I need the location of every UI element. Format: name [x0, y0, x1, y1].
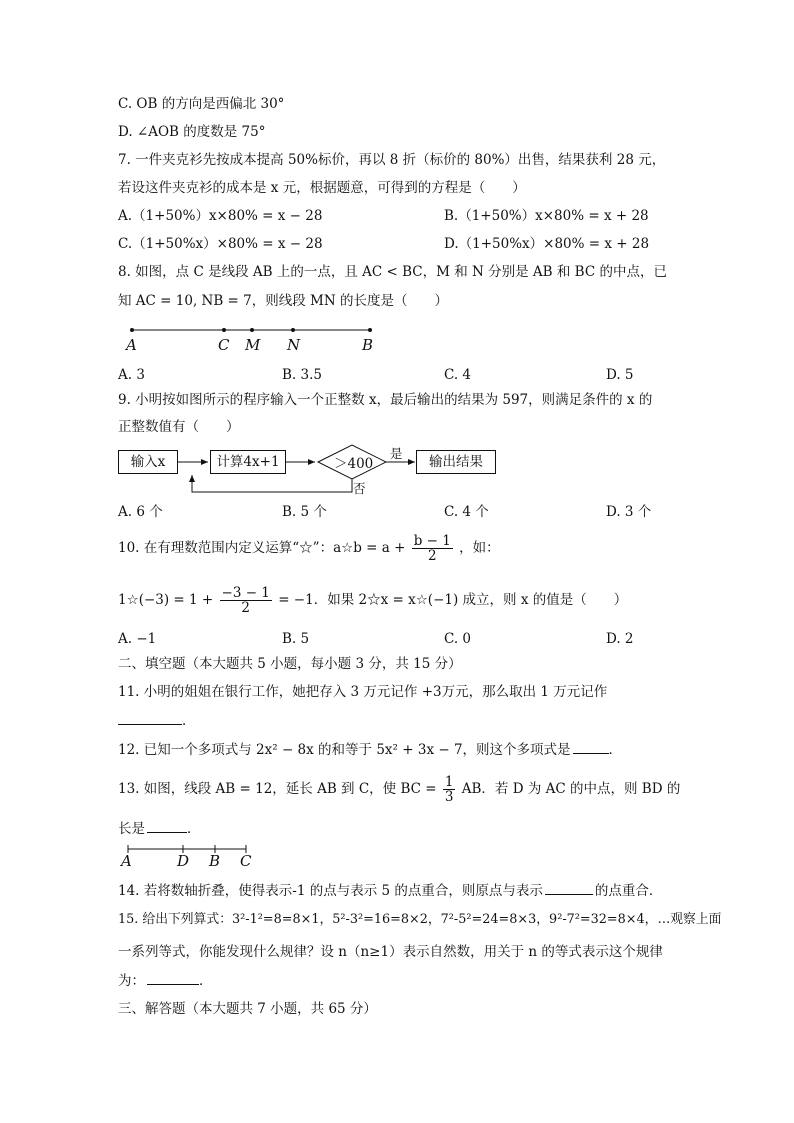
- q9-stem-line1: 9. 小明按如图所示的程序输入一个正整数 x，最后输出的结果为 597，则满足条件的 x 的: [118, 392, 653, 408]
- label-m: M: [245, 336, 261, 354]
- label-c: C: [218, 336, 230, 354]
- label-c: C: [240, 852, 252, 870]
- answer-blank[interactable]: [147, 820, 187, 833]
- q11-stem-line2: [118, 712, 196, 730]
- q13-fraction: [443, 775, 456, 804]
- fraction-denominator: 2: [241, 600, 250, 616]
- q8-option-c: C. 4: [444, 367, 472, 383]
- point-b: [368, 328, 372, 332]
- answer-blank[interactable]: [147, 972, 199, 985]
- q10-option-b: B. 5: [282, 631, 310, 647]
- q13-text-cont: AB．若 D 为 AC 的中点，则 BD 的: [461, 781, 681, 797]
- q10-option-d: D. 2: [606, 631, 634, 647]
- q10-stem-line2: [118, 584, 627, 616]
- fraction-denominator: 2: [427, 548, 437, 564]
- section-2-heading: 二、填空题（本大题共 5 小题，每小题 3 分，共 15 分）: [118, 656, 462, 672]
- q8-option-b: B. 3.5: [282, 367, 322, 383]
- q13-text: 13. 如图，线段 AB = 12，延长 AB 到 C，使 BC =: [118, 781, 437, 797]
- q8-stem-line1: 8. 如图，点 C 是线段 AB 上的一点，且 AC < BC，M 和 N 分别是 AB 和 BC 的中点，已: [118, 264, 667, 280]
- q8-option-d: D. 5: [606, 367, 634, 383]
- q8-option-a: A. 3: [118, 367, 145, 383]
- label-n: N: [287, 336, 301, 354]
- fraction-numerator: b − 1: [413, 533, 451, 549]
- q14-end: 的点重合．: [594, 883, 663, 899]
- q7-stem-line2: 若设这件夹克衫的成本是 x 元，根据题意，可得到的方程是（ ）: [118, 180, 526, 196]
- q15-end: ．: [199, 973, 213, 989]
- q12-stem: [118, 741, 622, 759]
- q9-option-c: C. 4 个: [444, 504, 489, 520]
- q7-option-d: D.（1+50%x）×80% = x + 28: [444, 236, 650, 252]
- fraction-numerator: −3 − 1: [221, 585, 270, 601]
- q9-option-d: D. 3 个: [606, 504, 652, 520]
- q13-line2-text: 长是: [118, 821, 145, 837]
- q10-line1-end: ，如：: [459, 540, 500, 556]
- q10-definition-fraction: [412, 534, 453, 563]
- label-b: B: [209, 852, 221, 870]
- flow-output-box: 输出结果: [416, 450, 496, 474]
- label-d: D: [177, 852, 190, 870]
- q10-line1-text: 10. 在有理数范围内定义运算“☆”：a☆b = a +: [118, 540, 406, 556]
- point-a: [130, 328, 134, 332]
- q10-option-c: C. 0: [444, 631, 472, 647]
- flow-input-box: 输入x: [118, 450, 178, 474]
- answer-blank[interactable]: [573, 741, 609, 754]
- q6-option-d: D. ∠AOB 的度数是 75°: [118, 124, 266, 140]
- point-c: [222, 328, 226, 332]
- arrow-loop-back: [192, 475, 352, 492]
- fraction-denominator: 3: [444, 789, 454, 805]
- flow-yes-label: 是: [390, 446, 403, 461]
- q11-stem-line1: 11. 小明的姐姐在银行工作，她把存入 3 万元记作 +3万元，那么取出 1 万元记作: [118, 684, 608, 700]
- q15-line3-text: 为：: [118, 973, 145, 989]
- point-m: [250, 328, 254, 332]
- flow-no-label: 否: [353, 481, 366, 496]
- q13-stem-line1: [118, 772, 680, 806]
- q12-end: ．: [608, 742, 623, 758]
- flow-calc-box: 计算4x+1: [210, 450, 286, 474]
- q14-text: 14. 若将数轴折叠，使得表示-1 的点与表示 5 的点重合，则原点与表示: [118, 883, 543, 899]
- q7-option-b: B.（1+50%）x×80% = x + 28: [444, 208, 649, 224]
- q8-stem-line2: 知 AC = 10, NB = 7，则线段 MN 的长度是（ ）: [118, 293, 448, 309]
- q10-example-text: 1☆(−3) = 1 +: [118, 592, 214, 608]
- q15-stem-line2: 一系列等式，你能发现什么规律？设 n（n≥1）表示自然数，用关于 n 的等式表示这个规律: [118, 944, 663, 960]
- q10-question-text: = −1．如果 2☆x = x☆(−1) 成立，则 x 的值是（ ）: [278, 592, 628, 608]
- flow-condition-text: ＞400: [334, 456, 374, 472]
- label-a: A: [121, 852, 132, 870]
- q10-stem-line1: [118, 532, 500, 564]
- section-3-heading: 三、解答题（本大题共 7 小题，共 65 分）: [118, 1001, 377, 1017]
- q14-stem: [118, 882, 662, 900]
- q9-option-a: A. 6 个: [118, 504, 163, 520]
- q10-example-fraction: [220, 586, 272, 615]
- answer-blank[interactable]: [118, 712, 182, 725]
- q7-option-a: A.（1+50%）x×80% = x − 28: [118, 208, 323, 224]
- answer-blank[interactable]: [545, 882, 593, 895]
- q13-stem-line2: [118, 820, 201, 838]
- q13-end: ．: [187, 821, 201, 837]
- q9-stem-line2: 正整数值有（ ）: [118, 419, 240, 435]
- q6-option-c: C. OB 的方向是西偏北 30°: [118, 96, 285, 112]
- label-a: A: [126, 336, 137, 354]
- q7-stem-line1: 7. 一件夹克衫先按成本提高 50%标价，再以 8 折（标价的 80%）出售，结果获利 28 元，: [118, 152, 666, 168]
- q12-text: 12. 已知一个多项式与 2x² − 8x 的和等于 5x² + 3x − 7，则这个多项式是: [118, 742, 571, 758]
- point-n: [291, 328, 295, 332]
- label-b: B: [362, 336, 374, 354]
- fraction-numerator: 1: [444, 774, 454, 790]
- q15-stem-line1: 15. 给出下列算式：3²-1²=8=8×1，5²-3²=16=8×2，7²-5²=24=8×3，9²-7²=32=8×4，…观察上面: [118, 912, 722, 927]
- q15-stem-line3: [118, 972, 213, 990]
- q11-end: ．: [182, 713, 196, 729]
- q7-option-c: C.（1+50%x）×80% = x − 28: [118, 236, 323, 252]
- q10-option-a: A. −1: [118, 631, 157, 647]
- q9-option-b: B. 5 个: [282, 504, 327, 520]
